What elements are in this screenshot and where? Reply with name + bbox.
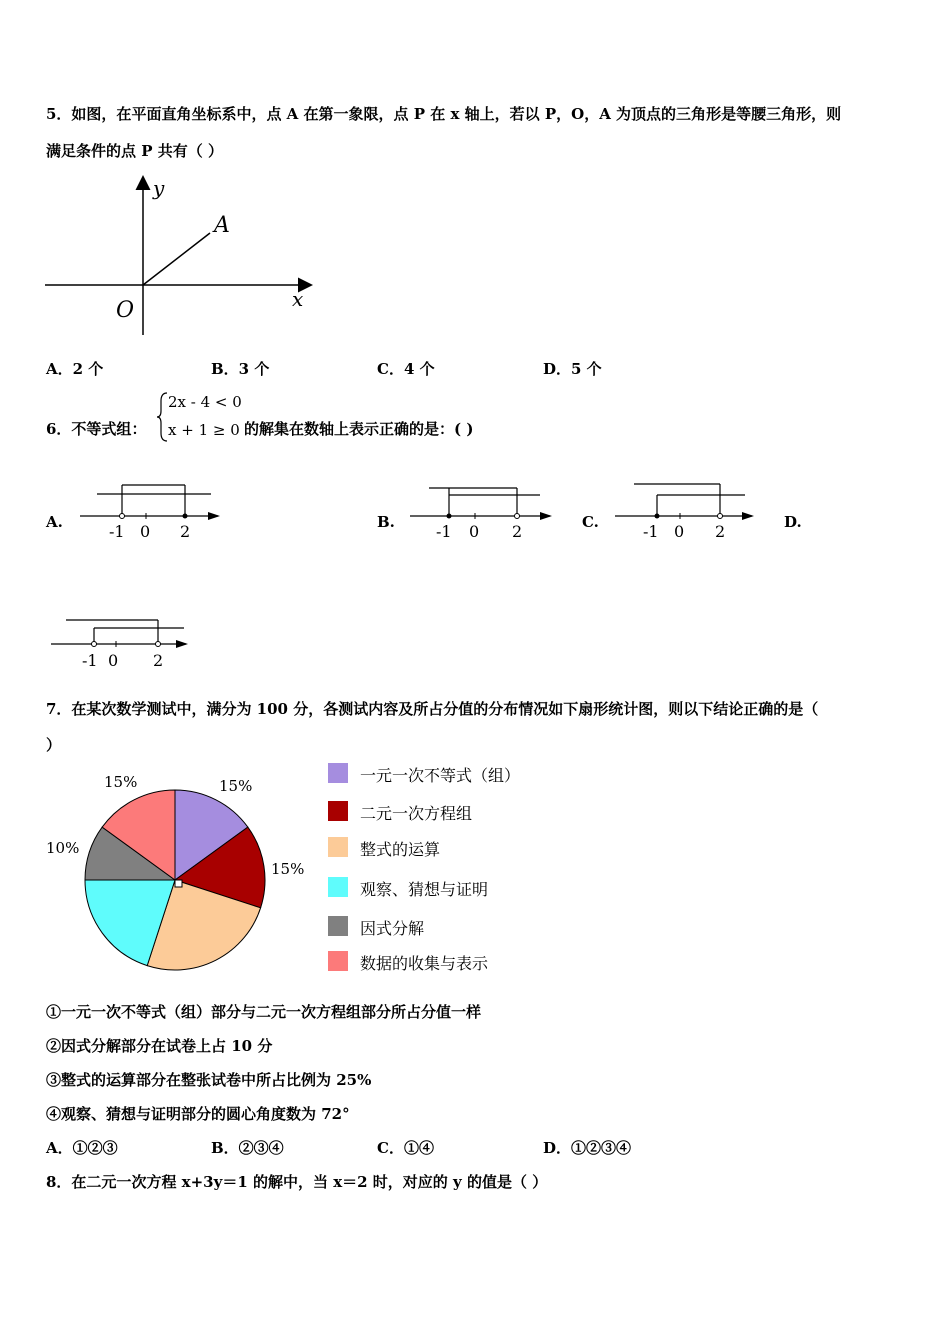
- q7-statement-1: ①一元一次不等式（组）部分与二元一次方程组部分所占分值一样: [46, 1003, 482, 1021]
- tick-0: 0: [108, 651, 119, 670]
- q7-line2: ）: [46, 736, 62, 754]
- tick-0: 0: [469, 522, 480, 541]
- pie-label-factor: 10%: [46, 839, 80, 857]
- oa-segment: [143, 233, 210, 285]
- q5-option-c: C．4 个: [377, 360, 435, 378]
- q5-line1: 5．如图，在平面直角坐标系中，点 A 在第一象限，点 P 在 x 轴上，若以 P，O，A 为顶点的三角形是等腰三角形，则: [46, 105, 842, 123]
- pie-label-equation: 15%: [271, 860, 305, 878]
- pie-label-data: 15%: [104, 773, 138, 791]
- tick-0: 0: [674, 522, 685, 541]
- q6-prefix: 6．不等式组：: [46, 420, 147, 438]
- q7-option-a: A．①②③: [46, 1139, 118, 1157]
- numberline-c: [610, 478, 760, 542]
- inequality-1: 2x - 4 < 0: [168, 393, 242, 411]
- legend-label: 因式分解: [360, 919, 425, 938]
- tick-2: 2: [715, 522, 726, 541]
- legend-swatch: [328, 877, 348, 897]
- q7-option-b: B．②③④: [211, 1139, 284, 1157]
- tick-2: 2: [153, 651, 164, 670]
- legend-label: 数据的收集与表示: [360, 954, 489, 973]
- q5-coordinate-figure: [40, 170, 325, 340]
- pie-chart: [80, 785, 270, 975]
- legend-label: 一元一次不等式（组）: [360, 766, 521, 785]
- tick-neg1: -1: [436, 522, 452, 541]
- tick-2: 2: [512, 522, 523, 541]
- q7-statement-3: ③整式的运算部分在整张试卷中所占比例为 25%: [46, 1071, 372, 1089]
- q6-option-b-letter: B.: [377, 513, 395, 531]
- q7-option-d: D．①②③④: [543, 1139, 632, 1157]
- legend-swatch: [328, 763, 348, 783]
- legend-swatch: [328, 951, 348, 971]
- q5-option-a: A．2 个: [46, 360, 104, 378]
- pie-label-inequality: 15%: [219, 777, 253, 795]
- q8-line1: 8．在二元一次方程 x+3y＝1 的解中，当 x＝2 时，对应的 y 的值是（ ）: [46, 1173, 548, 1191]
- legend-label: 观察、猜想与证明: [360, 880, 489, 899]
- legend-label: 整式的运算: [360, 840, 441, 859]
- inequality-2: x + 1 ≥ 0: [168, 421, 240, 439]
- q6-option-d-letter: D.: [784, 513, 802, 531]
- q5-option-b: B．3 个: [211, 360, 270, 378]
- center-marker: [175, 880, 182, 887]
- point-a-label: A: [214, 213, 230, 238]
- numberline-d: [46, 614, 196, 676]
- legend-swatch: [328, 801, 348, 821]
- numberline-b: [405, 480, 560, 542]
- legend-label: 二元一次方程组: [360, 804, 473, 823]
- tick-2: 2: [180, 522, 191, 541]
- q7-statement-4: ④观察、猜想与证明部分的圆心角度数为 72°: [46, 1105, 350, 1123]
- y-axis-label: y: [153, 176, 165, 200]
- origin-label: O: [116, 298, 135, 323]
- x-axis-label: x: [292, 287, 304, 311]
- q7-line1: 7．在某次数学测试中，满分为 100 分，各测试内容及所占分值的分布情况如下扇形统计图，则以下结论正确的是（: [46, 700, 819, 718]
- legend-swatch: [328, 916, 348, 936]
- numberline-a: [75, 480, 225, 542]
- tick-neg1: -1: [109, 522, 125, 541]
- tick-0: 0: [140, 522, 151, 541]
- tick-neg1: -1: [643, 522, 659, 541]
- q7-statement-2: ②因式分解部分在试卷上占 10 分: [46, 1037, 273, 1055]
- tick-neg1: -1: [82, 651, 98, 670]
- q6-option-a-letter: A.: [46, 513, 63, 531]
- q6-suffix: 的解集在数轴上表示正确的是：( ): [244, 420, 474, 438]
- q5-line2: 满足条件的点 P 共有（ ）: [46, 142, 223, 160]
- legend-swatch: [328, 837, 348, 857]
- q5-option-d: D．5 个: [543, 360, 602, 378]
- q6-option-c-letter: C.: [582, 513, 599, 531]
- q7-option-c: C．①④: [377, 1139, 434, 1157]
